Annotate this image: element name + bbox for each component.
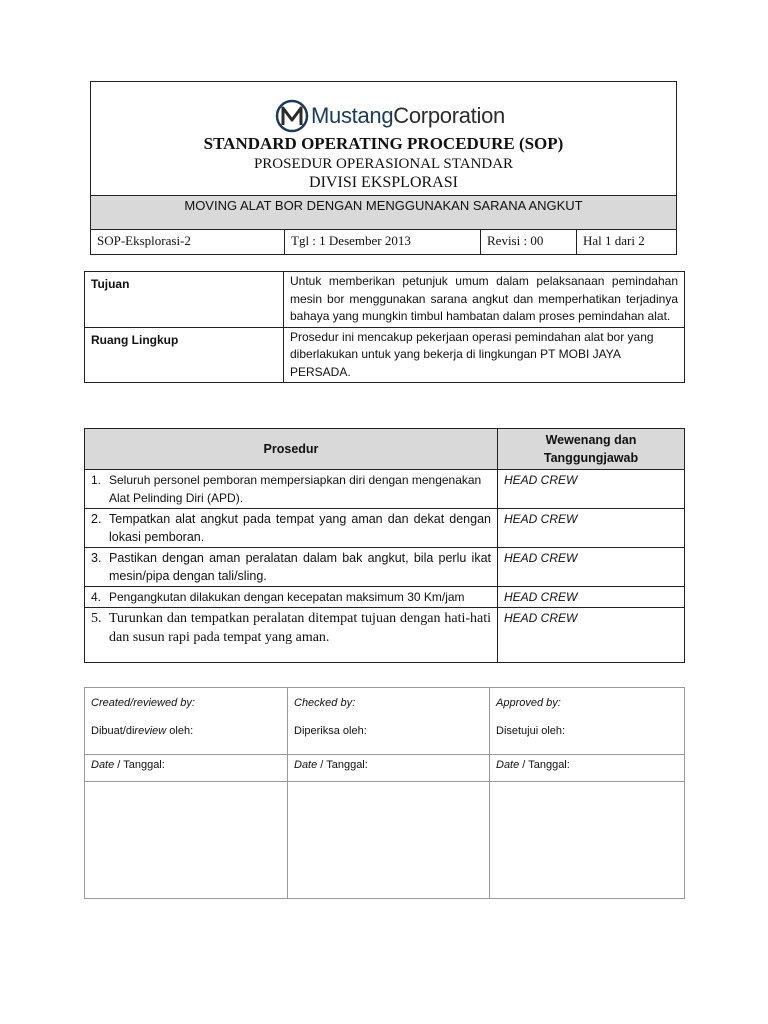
division-name: DIVISI EKSPLORASI bbox=[309, 174, 458, 191]
procedure-step-row bbox=[85, 548, 685, 587]
procedure-step bbox=[85, 509, 498, 548]
step-number: 1. bbox=[91, 473, 102, 487]
approved-by-label-id: Disetujui oleh: bbox=[496, 725, 566, 737]
step-text: Pastikan dengan aman peralatan dalam bak angkut, bila perlu ikat mesin/pipa dengan tali/sling. bbox=[109, 551, 491, 583]
procedure-table bbox=[84, 428, 685, 663]
header-title-area bbox=[91, 82, 676, 197]
checked-by-label-id: Diperiksa oleh: bbox=[294, 725, 367, 737]
date-label: Date bbox=[294, 759, 318, 771]
step-number: 3. bbox=[91, 551, 102, 565]
procedure-step bbox=[85, 608, 498, 663]
document-header bbox=[90, 81, 677, 255]
created-by-cell bbox=[85, 688, 288, 755]
date-label-id: / Tanggal: bbox=[114, 759, 165, 771]
procedure-step bbox=[85, 587, 498, 608]
scope-label: Ruang Lingkup bbox=[85, 327, 284, 383]
approval-role-row bbox=[85, 688, 685, 755]
step-number: 4. bbox=[91, 590, 102, 604]
document-revision: Revisi : 00 bbox=[481, 230, 577, 255]
date-label-id: / Tanggal: bbox=[519, 759, 570, 771]
created-date-cell bbox=[85, 755, 288, 782]
procedure-step-row bbox=[85, 509, 685, 548]
created-by-label-id-part: oleh: bbox=[166, 725, 194, 737]
document-date: Tgl : 1 Desember 2013 bbox=[285, 230, 481, 255]
purpose-label: Tujuan bbox=[85, 272, 284, 328]
procedure-step bbox=[85, 470, 498, 509]
checked-by-cell bbox=[288, 688, 490, 755]
purpose-scope-table bbox=[84, 271, 685, 383]
sop-title: STANDARD OPERATING PROCEDURE (SOP) bbox=[203, 134, 564, 153]
step-number: 2. bbox=[91, 512, 102, 526]
step-authority: HEAD CREW bbox=[498, 470, 685, 509]
sop-subtitle: PROSEDUR OPERASIONAL STANDAR bbox=[253, 156, 514, 172]
purpose-row bbox=[85, 272, 685, 328]
scope-row bbox=[85, 327, 685, 383]
scope-text: Prosedur ini mencakup pekerjaan operasi pemindahan alat bor yang diberlakukan untuk yang bekerja di lingkungan PT MOBI JAYA PERSADA. bbox=[284, 327, 685, 383]
procedure-header-row bbox=[85, 429, 685, 470]
mustang-logo-icon bbox=[275, 99, 309, 133]
company-name bbox=[311, 103, 505, 129]
document-number: SOP-Eksplorasi-2 bbox=[91, 230, 285, 255]
checked-by-label: Checked by: bbox=[294, 697, 356, 709]
topic-row bbox=[91, 195, 676, 230]
created-by-label-id-part: review bbox=[134, 725, 167, 737]
company-name-brand: Mustang bbox=[311, 103, 394, 128]
step-authority: HEAD CREW bbox=[498, 608, 685, 663]
step-text: Seluruh personel pemboran mempersiapkan diri dengan mengenakan Alat Pelinding Diri (APD). bbox=[109, 473, 482, 505]
approved-by-label: Approved by: bbox=[496, 697, 561, 709]
step-text: Pengangkutan dilakukan dengan kecepatan maksimum 30 Km/jam bbox=[109, 590, 465, 604]
company-logo bbox=[275, 96, 505, 136]
created-by-label-id-part: Dibuat/di bbox=[91, 725, 135, 737]
date-label: Date bbox=[91, 759, 115, 771]
approved-signature-area bbox=[490, 782, 685, 899]
date-label-id: / Tanggal: bbox=[317, 759, 368, 771]
procedure-step-row bbox=[85, 470, 685, 509]
document-page: Hal 1 dari 2 bbox=[583, 233, 645, 248]
date-label: Date bbox=[496, 759, 520, 771]
step-authority: HEAD CREW bbox=[498, 509, 685, 548]
procedure-step-row bbox=[85, 587, 685, 608]
step-number: 5. bbox=[91, 611, 102, 626]
step-text: Turunkan dan tempatkan peralatan ditempat tujuan dengan hati-hati dan susun rapi pada tempat yang aman. bbox=[109, 611, 491, 645]
document-meta-row bbox=[91, 230, 676, 255]
checked-date-cell bbox=[288, 755, 490, 782]
step-text: Tempatkan alat angkut pada tempat yang aman dan dekat dengan lokasi pemboran. bbox=[109, 512, 491, 544]
sop-topic: MOVING ALAT BOR DENGAN MENGGUNAKAN SARANA ANGKUT bbox=[184, 198, 583, 213]
checked-signature-area bbox=[288, 782, 490, 899]
step-authority: HEAD CREW bbox=[498, 548, 685, 587]
procedure-step-row bbox=[85, 608, 685, 663]
created-signature-area bbox=[85, 782, 288, 899]
purpose-text: Untuk memberikan petunjuk umum dalam pelaksanaan pemindahan mesin bor menggunakan sarana angkut dan memperhatikan terjadinya bahaya yang mungkin timbul hambatan dalam proses pemindahan alat. bbox=[284, 272, 685, 328]
approval-table bbox=[84, 687, 685, 899]
created-by-label-id bbox=[91, 725, 281, 737]
step-authority: HEAD CREW bbox=[498, 587, 685, 608]
approved-by-cell bbox=[490, 688, 685, 755]
procedure-column-header: Prosedur bbox=[85, 429, 498, 470]
company-name-suffix: Corporation bbox=[393, 103, 505, 128]
approval-signature-row bbox=[85, 782, 685, 899]
authority-column-header: Wewenang dan Tanggungjawab bbox=[498, 429, 685, 470]
created-by-label: Created/reviewed by: bbox=[91, 697, 195, 709]
approved-date-cell bbox=[490, 755, 685, 782]
approval-date-row bbox=[85, 755, 685, 782]
procedure-step bbox=[85, 548, 498, 587]
